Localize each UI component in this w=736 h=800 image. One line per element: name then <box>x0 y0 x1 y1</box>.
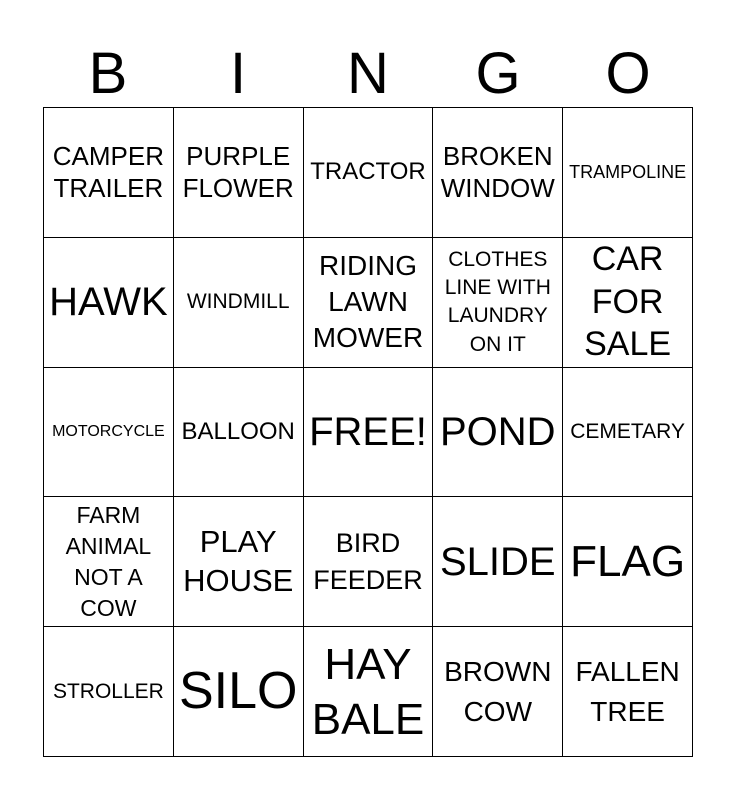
bingo-cell[interactable] <box>304 627 434 757</box>
cell-label: FALLEN TREE <box>575 656 680 727</box>
bingo-board <box>43 107 693 757</box>
cell-label: FLAG <box>570 536 686 586</box>
cell-label: CAMPER TRAILER <box>52 140 165 204</box>
cell-label: SILO <box>178 662 298 720</box>
cell-label: SLIDE <box>439 539 556 584</box>
cell-label: HAWK <box>49 280 168 325</box>
bingo-cell[interactable] <box>433 108 563 238</box>
cell-label: TRAMPOLINE <box>569 161 687 182</box>
bingo-cell[interactable] <box>304 368 434 498</box>
header-letter-g: G <box>475 41 521 106</box>
bingo-cell[interactable] <box>433 238 563 368</box>
cell-label: MOTORCYCLE <box>52 423 165 441</box>
cell-label: STROLLER <box>52 679 164 703</box>
bingo-cell[interactable] <box>44 627 174 757</box>
bingo-cell[interactable] <box>433 497 563 627</box>
cell-label: CLOTHES LINE WITH LAUNDRY ON IT <box>444 247 551 356</box>
cell-label: BROKEN WINDOW <box>440 140 555 204</box>
bingo-cell[interactable] <box>174 238 304 368</box>
cell-label: BALLOON <box>181 417 295 445</box>
cell-label: TRACTOR <box>310 158 426 185</box>
bingo-cell[interactable] <box>563 627 693 757</box>
cell-label: CEMETARY <box>570 419 685 443</box>
bingo-cell[interactable] <box>433 368 563 498</box>
cell-label: BIRD FEEDER <box>313 528 423 595</box>
bingo-cell[interactable] <box>433 627 563 757</box>
cell-label: POND <box>440 409 556 454</box>
bingo-cell[interactable] <box>174 627 304 757</box>
bingo-cell[interactable] <box>174 108 304 238</box>
cell-label: CAR FOR SALE <box>584 240 672 364</box>
cell-label: PURPLE FLOWER <box>182 140 294 204</box>
bingo-cell[interactable] <box>304 108 434 238</box>
cell-label: BROWN COW <box>444 656 552 727</box>
header-letter-o: O <box>605 41 651 106</box>
bingo-cell[interactable] <box>44 238 174 368</box>
header-letter-b: B <box>88 41 128 106</box>
bingo-cell[interactable] <box>174 497 304 627</box>
bingo-header <box>43 40 693 108</box>
cell-label: WINDMILL <box>186 290 290 314</box>
header-letter-n: N <box>347 41 389 106</box>
bingo-cell[interactable] <box>563 108 693 238</box>
cell-label: PLAY HOUSE <box>183 524 294 598</box>
bingo-cell[interactable] <box>44 368 174 498</box>
cell-label: HAY BALE <box>311 639 425 744</box>
bingo-cell[interactable] <box>563 497 693 627</box>
bingo-cell[interactable] <box>44 497 174 627</box>
cell-label: FREE! <box>309 409 427 454</box>
bingo-cell[interactable] <box>174 368 304 498</box>
bingo-cell[interactable] <box>563 238 693 368</box>
bingo-cell[interactable] <box>304 238 434 368</box>
cell-label: FARM ANIMAL NOT A COW <box>65 501 152 621</box>
cell-label: RIDING LAWN MOWER <box>312 249 424 354</box>
bingo-cell[interactable] <box>304 497 434 627</box>
bingo-cell[interactable] <box>563 368 693 498</box>
header-letter-i: I <box>229 41 247 106</box>
bingo-cell[interactable] <box>44 108 174 238</box>
